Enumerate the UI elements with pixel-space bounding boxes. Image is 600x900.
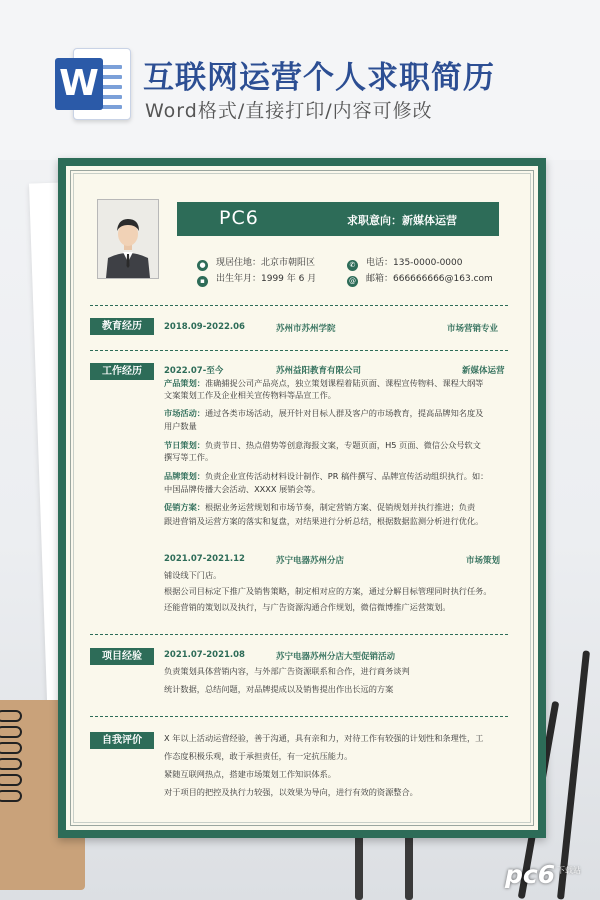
pen-decoration (355, 830, 363, 900)
promo-title: 互联网运营个人求职简历 (143, 60, 495, 96)
pen-decoration (405, 835, 413, 900)
phone-icon: ✆ (347, 260, 358, 271)
resume-sheet (58, 158, 546, 838)
work-line: 中国品牌传播大会活动、XXXX 展销会等。 (164, 484, 321, 494)
work-line: 撰写等工作。 (164, 452, 214, 462)
self-line: 作态度积极乐观，敢于承担责任，有一定抗压能力。 (164, 751, 353, 761)
project-line: 负责策划具体营销内容，与外部广告资源联系和合作，进行商务谈判 (164, 666, 410, 676)
job-intention: 求职意向：新媒体运营 (347, 214, 457, 227)
work-line: 品牌策划：负责企业宣传活动材料设计制作、PR 稿件撰写、品牌宣传活动组织执行。如： (164, 471, 489, 481)
promo-header (0, 0, 600, 160)
project-line: 统计数据，总结问题，对品牌提成以及销售提出作出长远的方案 (164, 684, 394, 694)
divider (90, 350, 508, 351)
word-logo-icon (55, 44, 131, 122)
work-line: 根据公司目标定下推广及销售策略，制定相对应的方案，通过分解目标管理同时执行任务。 (164, 586, 492, 596)
work-line: 市场活动：通过各类市场活动，展开针对目标人群及客户的市场教育，提高品牌知名度及 (164, 408, 484, 418)
word-letter: W (55, 58, 103, 110)
section-tag-education: 教育经历 (90, 318, 154, 335)
name-band (177, 202, 499, 236)
resume-paper: PC6 求职意向：新媒体运营 ● 现居住地：北京市朝阳区 ▪ 出生年月：1999 年 6 月 ✆ 电话：135-0000-0000 @ 邮箱：666666666@163.com 教育经历 2018.09-2022.06 苏州市苏州学院 市场营销专业 工作经历 2022.07-至今 苏州益阳教育有限公司 新媒体运营 产品策划：准确捕捉公司产品亮点，独立策划课程着陆页面、课程宣传物料、课程大纲等 文案策划工作及企业相关宣传物料等品宣工作。 市场活动：通过各类市场活动，展开针对目标人群及客户的市场教育，提高品牌知名度及 用户数量 节日策划：负责节日、热点借势等创意海报文案，专题页面，H5 页面、微信公众号软文 撰写等工作。 品牌策划：负责企业宣传活动材料设计制作、PR 稿件撰写、品牌宣传活动组织执行。如： 中国品牌传播大会活动、XXXX 展销会等。 促销方案：根据业务运营规划和市场节奏，制定营销方案、促销规划并执行推进；负责 跟进营销及运营方案的落实和复盘，对结果进行分析总结，根据数据监测分析进行优化。 2021.07-2021.12 苏宁电器苏州分店 市场策划 铺设线下门店。 根据公司目标定下推广及销售策略，制定相对应的方案，通过分解目标管理同时执行任务。 还能营销的策划以及执行，与广告资源沟通合作规划，微信微博推广运营策划。 项目经验 2021.07-2021.08 苏宁电器苏州分店大型促销活动 负责策划具体营销内容，与外部广告资源联系和合作，进行商务谈判 统计数据，总结问题，对品牌提成以及销售提出作出长远的方案 自我评价 X 年以上活动运营经验，善于沟通，具有亲和力，对待工作有较强的计划性和条理性，工 作态度积极乐观，敢于承担责任，有一定抗压能力。 紧随互联网热点，搭建市场策划工作知识体系。 对于项目的把控及执行力较强，以效果为导向，进行有效的资源整合。 (66, 166, 538, 830)
self-line: 对于项目的把控及执行力较强，以效果为导向，进行有效的资源整合。 (164, 787, 418, 797)
work-line: 铺设线下门店。 (164, 570, 222, 580)
section-tag-work: 工作经历 (90, 363, 154, 380)
work-line: 文案策划工作及企业相关宣传物料等品宣工作。 (164, 390, 336, 400)
self-line: 紧随互联网热点，搭建市场策划工作知识体系。 (164, 769, 336, 779)
work-line: 还能营销的策划以及执行，与广告资源沟通合作规划，微信微博推广运营策划。 (164, 602, 451, 612)
info-phone: ✆ 电话：135-0000-0000 (347, 255, 462, 271)
work-line: 节日策划：负责节日、热点借势等创意海报文案，专题页面，H5 页面、微信公众号软文 (164, 440, 481, 450)
info-birth: ▪ 出生年月：1999 年 6 月 (197, 271, 316, 287)
candidate-name: PC6 (219, 207, 259, 229)
work-line: 用户数量 (164, 421, 197, 431)
section-tag-project: 项目经验 (90, 648, 154, 665)
divider (90, 634, 508, 635)
watermark-text: 下载站 (557, 866, 581, 875)
work-line: 产品策划：准确捕捉公司产品亮点，独立策划课程着陆页面、课程宣传物料、课程大纲等 (164, 378, 484, 388)
avatar (97, 199, 159, 279)
info-location: ● 现居住地：北京市朝阳区 (197, 255, 315, 271)
watermark-logo: pc6 (505, 860, 556, 889)
info-email: @ 邮箱：666666666@163.com (349, 274, 493, 285)
promo-subtitle: Word格式/直接打印/内容可修改 (145, 100, 433, 122)
location-pin-icon: ● (197, 260, 208, 271)
self-line: X 年以上活动运营经验，善于沟通，具有亲和力，对待工作有较强的计划性和条理性，工 (164, 733, 484, 743)
mail-icon: @ (349, 277, 356, 285)
section-tag-self-evaluation: 自我评价 (90, 732, 154, 749)
work-line: 促销方案：根据业务运营规划和市场节奏，制定营销方案、促销规划并执行推进；负责 (164, 502, 476, 512)
calendar-icon: ▪ (197, 276, 208, 287)
divider (90, 305, 508, 306)
work-line: 跟进营销及运营方案的落实和复盘，对结果进行分析总结，根据数据监测分析进行优化。 (164, 516, 484, 526)
pencil-decoration (557, 650, 590, 899)
divider (90, 716, 508, 717)
